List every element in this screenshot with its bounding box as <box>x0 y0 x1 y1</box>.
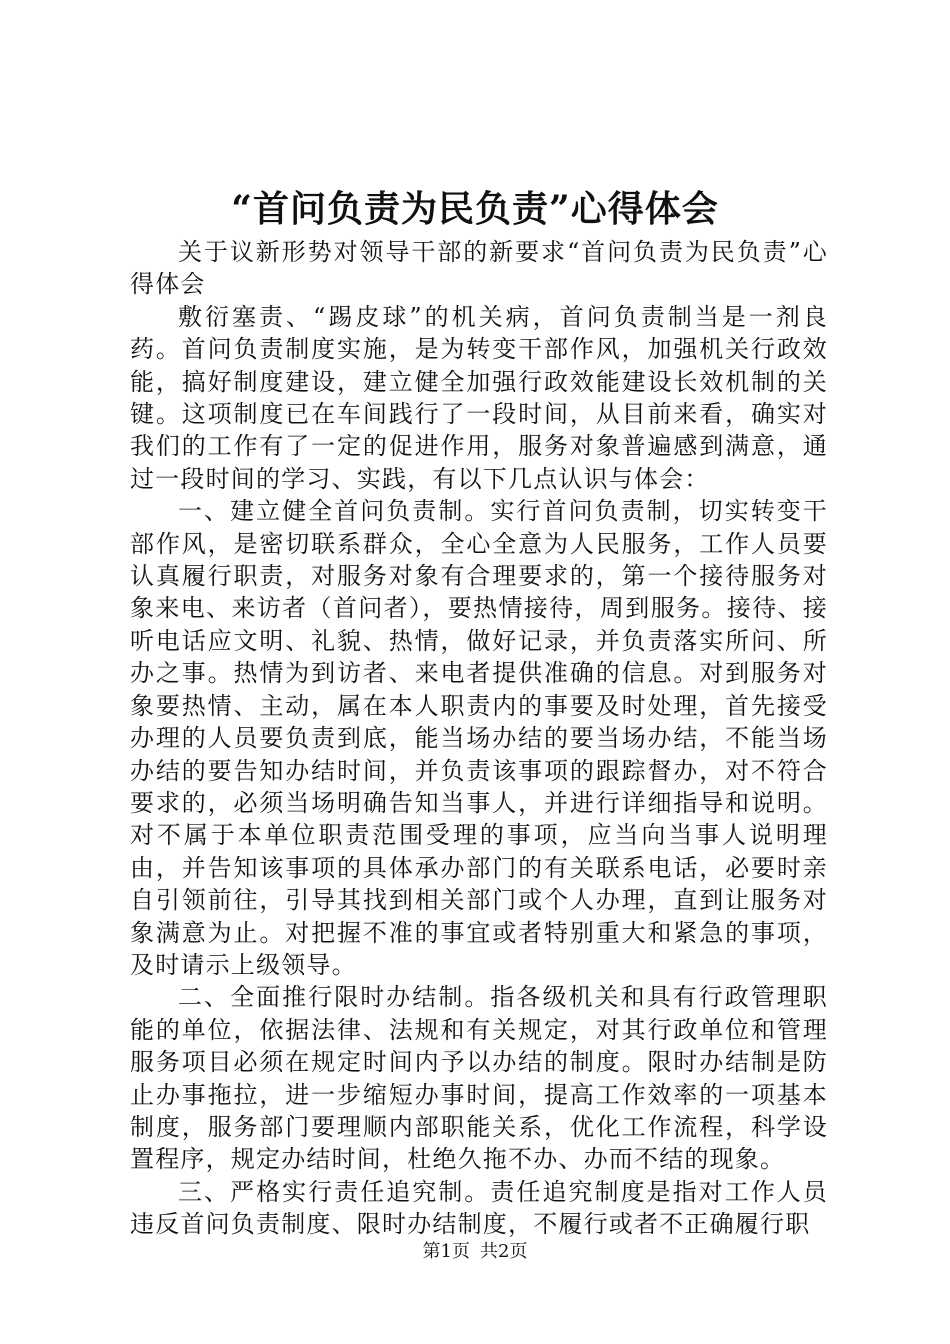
section-two-paragraph: 二、全面推行限时办结制。指各级机关和具有行政管理职能的单位，依据法律、法规和有关规定，对其行政单位和管理服务项目必须在规定时间内予以办结的制度。限时办结制是防止办事拖拉，进一步缩短办事时间，提高工作效率的一项基本制度，服务部门要理顺内部职能关系，优化工作流程，科学设置程序，规定办结时间，杜绝久拖不办、办而不结的现象。 <box>130 983 828 1174</box>
document-title: “首问负责为民负责”心得体会 <box>231 188 719 230</box>
intro-paragraph: 关于议新形势对领导干部的新要求“首问负责为民负责”心得体会 <box>130 238 828 299</box>
overview-paragraph: 敷衍塞责、“踢皮球”的机关病，首问负责制当是一剂良药。首问负责制度实施，是为转变干部作风，加强机关行政效能，搞好制度建设，建立健全加强行政效能建设长效机制的关键。这项制度已在车间践行了一段时间，从目前来看，确实对我们的工作有了一定的促进作用，服务对象普遍感到满意，通过一段时间的学习、实践，有以下几点认识与体会： <box>130 302 828 493</box>
page-number: 第1页 <box>422 1241 470 1262</box>
section-one-paragraph: 一、建立健全首问负责制。实行首问负责制，切实转变干部作风，是密切联系群众，全心全意为人民服务，工作人员要认真履行职责，对服务对象有合理要求的，第一个接待服务对象来电、来访者（首问者），要热情接待，周到服务。接待、接听电话应文明、礼貌、热情，做好记录，并负责落实所问、所办之事。热情为到访者、来电者提供准确的信息。对到服务对象要热情、主动，属在本人职责内的事要及时处理，首先接受办理的人员要负责到底，能当场办结的要当场办结，不能当场办结的要告知办结时间，并负责该事项的跟踪督办，对不符合要求的，必须当场明确告知当事人，并进行详细指导和说明。对不属于本单位职责范围受理的事项，应当向当事人说明理由，并告知该事项的具体承办部门的有关联系电话，必要时亲自引领前往，引导其找到相关部门或个人办理，直到让服务对象满意为止。对把握不准的事宜或者特别重大和紧急的事项，及时请示上级领导。 <box>130 497 828 979</box>
page-footer <box>0 1239 950 1265</box>
section-three-paragraph: 三、严格实行责任追究制。责任追究制度是指对工作人员违反首问负责制度、限时办结制度，不履行或者不正确履行职 <box>130 1177 828 1239</box>
document-body <box>130 236 828 1241</box>
page-total: 共2页 <box>480 1241 528 1262</box>
